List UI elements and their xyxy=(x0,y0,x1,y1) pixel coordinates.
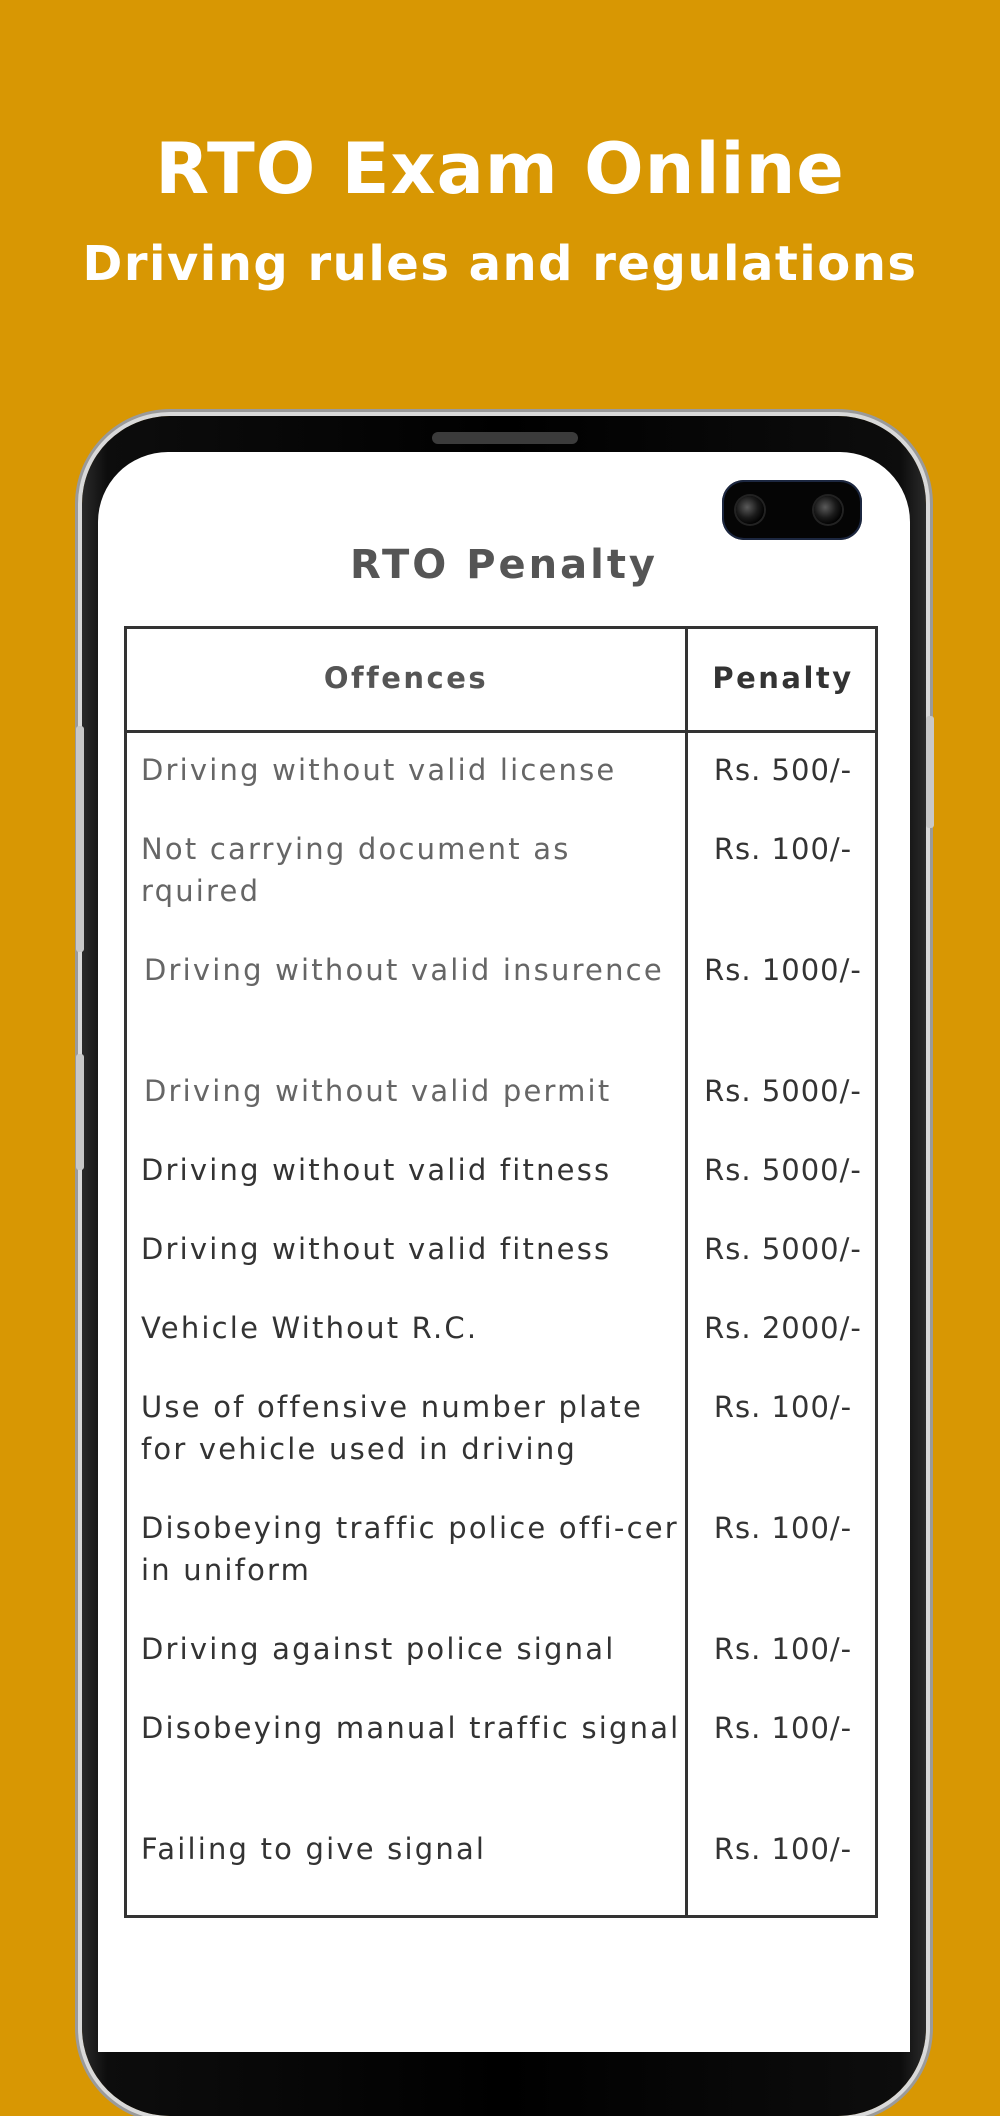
offence-cell: Driving without valid insurence xyxy=(144,953,664,987)
offence-cell: Driving without valid license xyxy=(141,753,617,787)
offence-cell: Disobeying manual traffic signal xyxy=(141,1711,681,1745)
offence-cell: Vehicle Without R.C. xyxy=(141,1311,479,1345)
offence-cell: Driving without valid permit xyxy=(144,1074,612,1108)
phone-volume-up-button xyxy=(76,726,84,952)
table-header-row xyxy=(127,629,875,733)
phone-screen xyxy=(98,452,910,2052)
hero-subtitle: Driving rules and regulations xyxy=(82,236,918,292)
penalty-cell: Rs. 1000/- xyxy=(704,953,862,987)
page-title: RTO Penalty xyxy=(349,542,659,588)
offence-cell: Not carrying document as rquired xyxy=(141,832,571,908)
camera-lens-icon xyxy=(814,496,842,524)
penalty-cell: Rs. 100/- xyxy=(713,1832,853,1866)
penalty-cell: Rs. 100/- xyxy=(713,832,853,866)
camera-lens-icon xyxy=(736,496,764,524)
penalty-cell: Rs. 100/- xyxy=(713,1632,853,1666)
phone-power-button xyxy=(926,716,934,828)
penalty-cell: Rs. 2000/- xyxy=(704,1311,862,1345)
penalty-cell: Rs. 100/- xyxy=(713,1711,853,1745)
offence-cell: Failing to give signal xyxy=(141,1832,487,1866)
offence-cell: Disobeying traffic police offi-cer in uniform xyxy=(141,1511,679,1587)
phone-volume-down-button xyxy=(76,1054,84,1170)
penalty-cell: Rs. 5000/- xyxy=(704,1074,862,1108)
hero-title: RTO Exam Online xyxy=(155,128,845,210)
penalty-table xyxy=(124,626,878,1918)
penalty-cell: Rs. 5000/- xyxy=(704,1232,862,1266)
offences-column-header: Offences xyxy=(323,661,489,695)
penalty-cell: Rs. 500/- xyxy=(713,753,853,787)
phone-speaker xyxy=(432,432,578,444)
offence-cell: Driving against police signal xyxy=(141,1632,616,1666)
offence-cell: Driving without valid fitness xyxy=(141,1232,612,1266)
offence-cell: Use of offensive number plate for vehicle used in driving xyxy=(141,1390,643,1466)
penalty-cell: Rs. 100/- xyxy=(713,1390,853,1424)
penalty-cell: Rs. 100/- xyxy=(713,1511,853,1545)
offence-cell: Driving without valid fitness xyxy=(141,1153,612,1187)
penalty-cell: Rs. 5000/- xyxy=(704,1153,862,1187)
front-camera-icon xyxy=(722,480,862,540)
penalty-column-header: Penalty xyxy=(712,661,854,695)
